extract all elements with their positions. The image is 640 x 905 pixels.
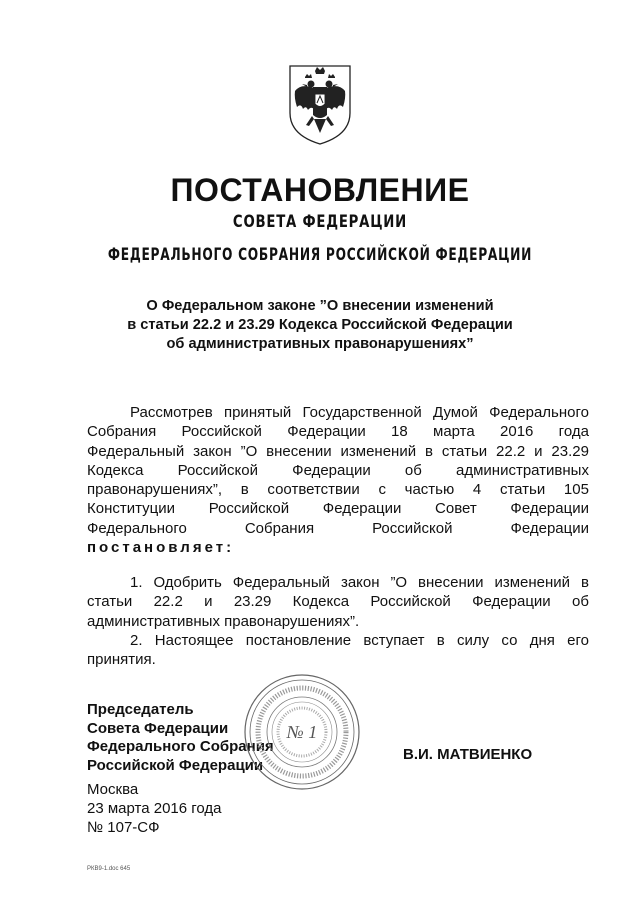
word: 23.29	[233, 593, 272, 611]
text-line	[87, 631, 589, 650]
word: Федерального	[489, 404, 589, 421]
word: Настоящее	[154, 631, 234, 649]
text-line	[87, 499, 589, 518]
word: Российской	[177, 461, 258, 479]
word: статьи	[87, 593, 133, 611]
issuer-line-1: СОВЕТА ФЕДЕРАЦИИ	[232, 212, 408, 232]
place-and-date	[87, 780, 222, 837]
word: Государственной	[302, 404, 422, 421]
signatory-name: В.И. МАТВИЕНКО	[403, 746, 533, 763]
word: правонарушениях”,	[87, 481, 223, 499]
text-line	[87, 403, 589, 422]
word: Думой	[432, 404, 478, 421]
word: изменений	[494, 574, 571, 591]
text-line	[87, 461, 589, 480]
word: изменений	[340, 442, 417, 460]
subject-line: в статьи 22.2 и 23.29 Кодекса Российской Федерации	[127, 317, 513, 333]
word: частью	[404, 481, 455, 499]
word: Федерации	[510, 500, 589, 518]
word: соответствии	[267, 481, 360, 499]
city: Москва	[87, 781, 139, 798]
word: в	[240, 481, 249, 499]
word: Конституции	[87, 500, 176, 518]
word: ”О	[240, 442, 258, 460]
word: Федерации	[510, 519, 589, 537]
word: Российской	[372, 519, 453, 537]
word: 18	[391, 423, 408, 441]
issuer-line-2: ФЕДЕРАЛЬНОГО СОБРАНИЯ РОССИЙСКОЙ ФЕДЕРАЦИИ	[107, 245, 533, 265]
word: Федерации	[292, 461, 371, 479]
word: его	[567, 631, 589, 649]
word: Совет	[435, 500, 477, 518]
word: об	[571, 593, 589, 611]
word: марта	[433, 423, 475, 441]
word: Собрания	[244, 519, 315, 537]
word: Кодекса	[87, 461, 144, 479]
word: Кодекса	[292, 593, 350, 611]
word: дня	[529, 631, 555, 649]
word: 22.2	[153, 593, 183, 611]
position-line: Российской Федерации	[87, 756, 264, 774]
word: и	[534, 442, 543, 460]
word: 105	[563, 481, 589, 499]
text-line	[87, 480, 589, 499]
position-line: Федерального Собрания	[87, 738, 274, 755]
word: об	[404, 461, 422, 479]
resolves-word: постановляет:	[87, 539, 235, 557]
text-line	[87, 422, 589, 441]
word: Рассмотрев	[130, 404, 213, 421]
word: Федерации	[322, 500, 402, 518]
document-subject	[0, 297, 640, 354]
word: принятый	[223, 404, 292, 421]
word: 2.	[130, 631, 143, 649]
word: закон	[340, 574, 380, 591]
word: Российской	[370, 593, 451, 611]
position-line: Совета Федерации	[87, 719, 229, 737]
word: Федерации	[472, 593, 551, 611]
word: в	[436, 631, 445, 649]
word: внесении	[418, 574, 484, 591]
item-2-last-line: принятия.	[87, 651, 156, 669]
word: административных	[456, 461, 589, 479]
document-number: № 107-СФ	[87, 819, 160, 836]
position-line: Председатель	[87, 701, 194, 718]
word: Собрания	[87, 423, 157, 441]
stamp-center-text: № 1	[286, 722, 318, 742]
word: силу	[456, 631, 490, 649]
word: постановление	[245, 631, 352, 649]
word: и	[204, 593, 213, 611]
subject-line: О Федеральном законе ”О внесении изменений	[146, 298, 494, 314]
word: 1.	[130, 574, 143, 591]
item-1-last-line: административных правонарушениях”.	[87, 612, 360, 630]
resolution-items	[87, 573, 589, 669]
footer-code: РКВ9-1.doc 645	[87, 866, 131, 872]
word: в	[580, 574, 589, 591]
word: Одобрить	[153, 574, 222, 591]
word: 2016	[500, 423, 534, 441]
word: 22.2	[496, 442, 526, 460]
subject-line: об административных правонарушениях”	[166, 336, 474, 352]
word: ”О	[390, 574, 408, 591]
word: года	[558, 423, 589, 441]
word: 23.29	[551, 442, 589, 460]
russian-coat-of-arms-icon	[287, 63, 353, 147]
word: Федерального	[87, 519, 187, 537]
preamble-paragraph	[87, 403, 589, 557]
word: Федерации	[287, 423, 366, 441]
word: в	[425, 442, 433, 460]
word: со	[501, 631, 518, 649]
word: внесении	[266, 442, 332, 460]
date: 23 марта 2016 года	[87, 800, 222, 817]
text-line	[87, 573, 589, 592]
word: вступает	[363, 631, 425, 649]
word: статьи	[499, 481, 546, 499]
word: Федеральный	[87, 442, 185, 460]
document-title: ПОСТАНОВЛЕНИЕ	[170, 172, 470, 208]
word: статьи	[441, 442, 488, 460]
word: 4	[472, 481, 482, 499]
word: Российской	[208, 500, 290, 518]
text-line	[87, 519, 589, 538]
official-seal-stamp-icon	[242, 672, 362, 792]
word: Российской	[181, 423, 262, 441]
word: Федеральный	[232, 574, 331, 591]
text-line	[87, 592, 589, 611]
word: закон	[193, 442, 232, 460]
word: с	[378, 481, 386, 499]
text-line	[87, 442, 589, 461]
